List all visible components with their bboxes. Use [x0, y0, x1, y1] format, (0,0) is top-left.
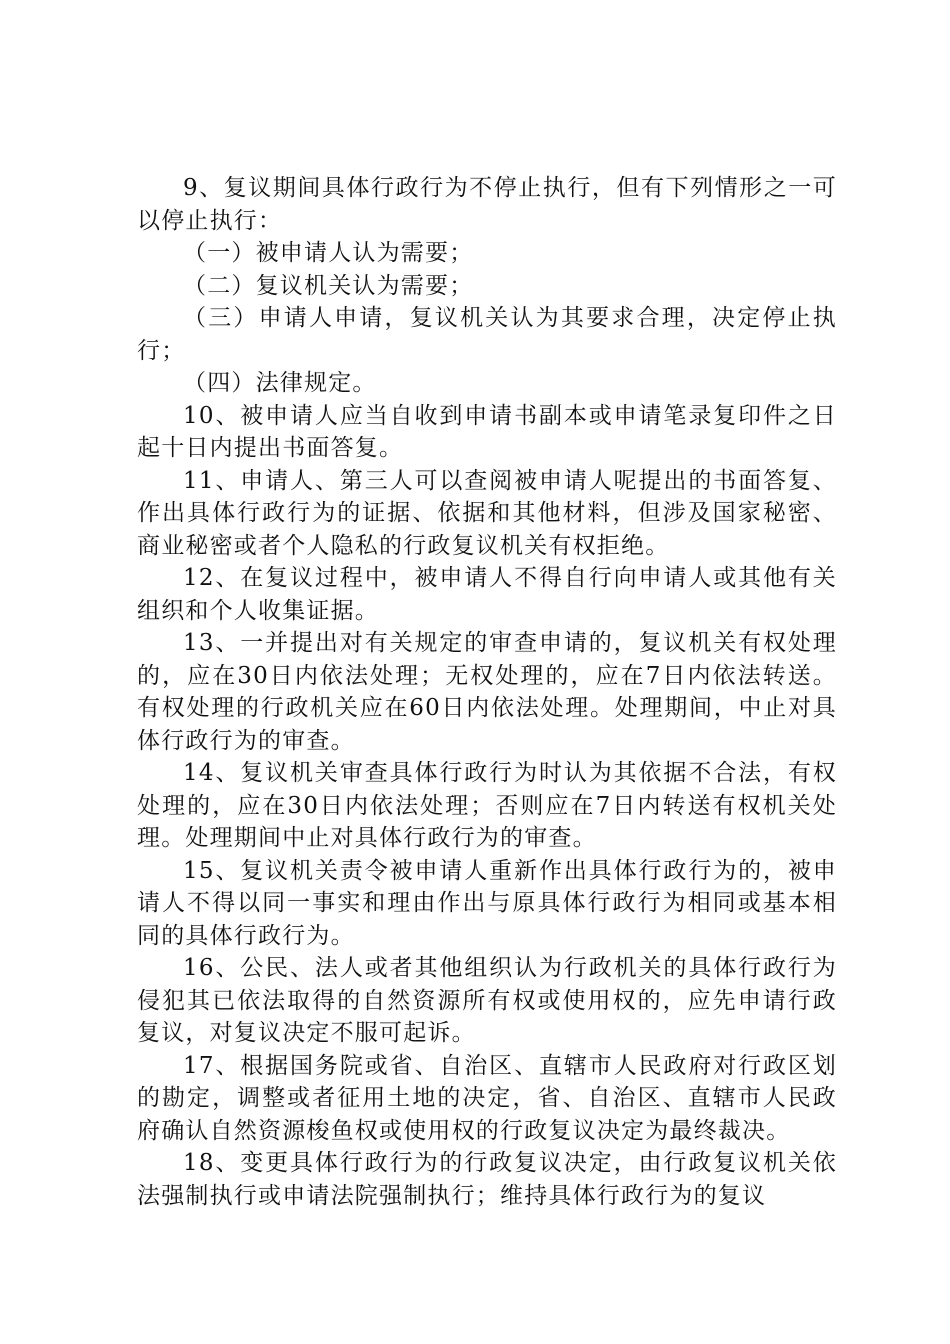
paragraph-11: 11、申请人、第三人可以查阅被申请人呢提出的书面答复、作出具体行政行为的证据、依据和其他材料，但涉及国家秘密、商业秘密或者个人隐私的行政复议机关有权拒绝。: [137, 467, 837, 559]
paragraph-16: 16、公民、法人或者其他组织认为行政机关的具体行政行为侵犯其已依法取得的自然资源所有权或使用权的，应先申请行政复议，对复议决定不服可起诉。: [137, 955, 837, 1046]
paragraph-17: 17、根据国务院或省、自治区、直辖市人民政府对行政区划的勘定，调整或者征用土地的决定，省、自治区、直辖市人民政府确认自然资源梭鱼权或使用权的行政复议决定为最终裁决。: [137, 1052, 837, 1144]
paragraph-12: 12、在复议过程中，被申请人不得自行向申请人或其他有关组织和个人收集证据。: [137, 565, 837, 624]
paragraph-13: 13、一并提出对有关规定的审查申请的，复议机关有权处理的，应在30日内依法处理；无权处理的，应在7日内依法转送。有权处理的行政机关应在60日内依法处理。处理期间，中止对具体行政行为的审查。: [137, 630, 837, 754]
paragraph-9-item-1: （一）被申请人认为需要；: [183, 240, 474, 266]
paragraph-9-item-4: （四）法律规定。: [183, 370, 377, 396]
paragraph-9: 9、复议期间具体行政行为不停止执行，但有下列情形之一可以停止执行：: [137, 175, 837, 234]
paragraph-15: 15、复议机关责令被申请人重新作出具体行政行为的，被申请人不得以同一事实和理由作出与原具体行政行为相同或基本相同的具体行政行为。: [137, 857, 837, 949]
paragraph-9-item-2: （二）复议机关认为需要；: [183, 272, 474, 299]
paragraph-18: 18、变更具体行政行为的行政复议决定，由行政复议机关依法强制执行或申请法院强制执行；维持具体行政行为的复议: [137, 1150, 837, 1209]
paragraph-9-item-3: （三）申请人申请，复议机关认为其要求合理，决定停止执行；: [137, 305, 837, 364]
paragraph-14: 14、复议机关审查具体行政行为时认为其依据不合法，有权处理的，应在30日内依法处理；否则应在7日内转送有权机关处理。处理期间中止对具体行政行为的审查。: [137, 760, 837, 851]
paragraph-10: 10、被申请人应当自收到申请书副本或申请笔录复印件之日起十日内提出书面答复。: [137, 402, 837, 461]
document-body: [137, 172, 837, 1212]
